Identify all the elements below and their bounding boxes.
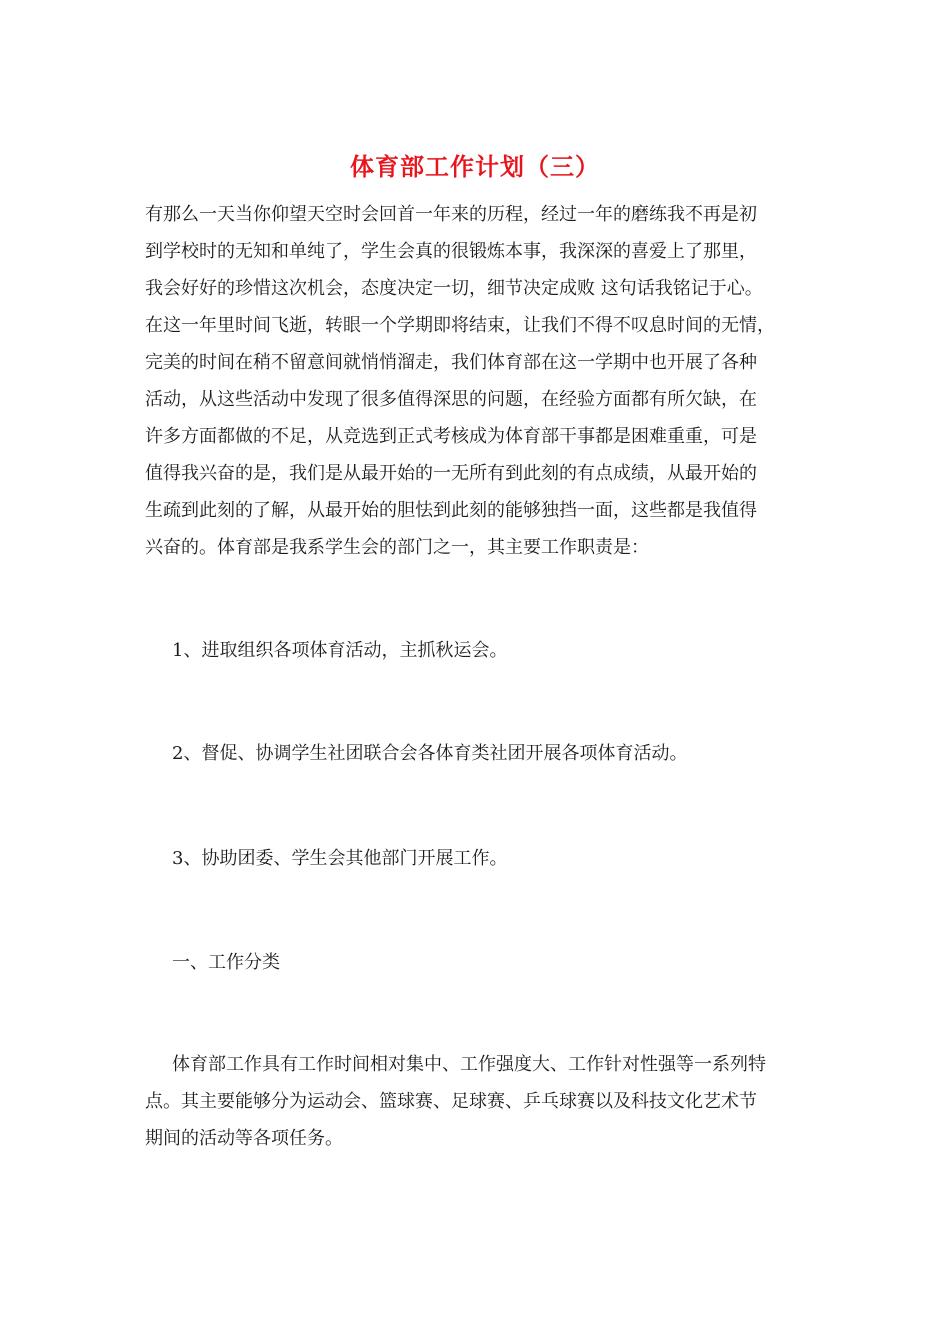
duty-item: 1、进取组织各项体育活动，主抓秋运会。 <box>172 640 508 661</box>
text-line: 体育部工作具有工作时间相对集中、工作强度大、工作针对性强等一系列特 <box>172 1054 766 1075</box>
text-line: 值得我兴奋的是，我们是从最开始的一无所有到此刻的有点成绩，从最开始的 <box>145 463 757 484</box>
document-title: 体育部工作计划（三） <box>350 152 600 181</box>
duty-item: 2、督促、协调学生社团联合会各体育类社团开展各项体育活动。 <box>172 743 688 764</box>
text-line: 有那么一天当你仰望天空时会回首一年来的历程，经过一年的磨练我不再是初 <box>145 204 757 225</box>
section-heading: 一、工作分类 <box>172 952 280 973</box>
intro-paragraph <box>145 196 810 566</box>
text-line: 活动，从这些活动中发现了很多值得深思的问题，在经验方面都有所欠缺，在 <box>145 389 757 410</box>
text-line: 许多方面都做的不足，从竞选到正式考核成为体育部干事都是困难重重，可是 <box>145 426 757 447</box>
duty-item: 3、协助团委、学生会其他部门开展工作。 <box>172 848 508 869</box>
text-line: 到学校时的无知和单纯了，学生会真的很锻炼本事，我深深的喜爱上了那里， <box>145 241 757 262</box>
text-line: 完美的时间在稍不留意间就悄悄溜走，我们体育部在这一学期中也开展了各种 <box>145 352 757 373</box>
text-line: 兴奋的。体育部是我系学生会的部门之一，其主要工作职责是： <box>145 537 649 558</box>
section-paragraph <box>145 1046 810 1157</box>
text-line: 生疏到此刻的了解，从最开始的胆怯到此刻的能够独挡一面，这些都是我值得 <box>145 500 757 521</box>
text-line: 在这一年里时间飞逝，转眼一个学期即将结束，让我们不得不叹息时间的无情， <box>145 315 775 336</box>
text-line: 点。其主要能够分为运动会、篮球赛、足球赛、乒乓球赛以及科技文化艺术节 <box>145 1091 757 1112</box>
text-line: 期间的活动等各项任务。 <box>145 1128 343 1149</box>
text-line: 我会好好的珍惜这次机会，态度决定一切，细节决定成败 这句话我铭记于心。 <box>145 278 763 299</box>
